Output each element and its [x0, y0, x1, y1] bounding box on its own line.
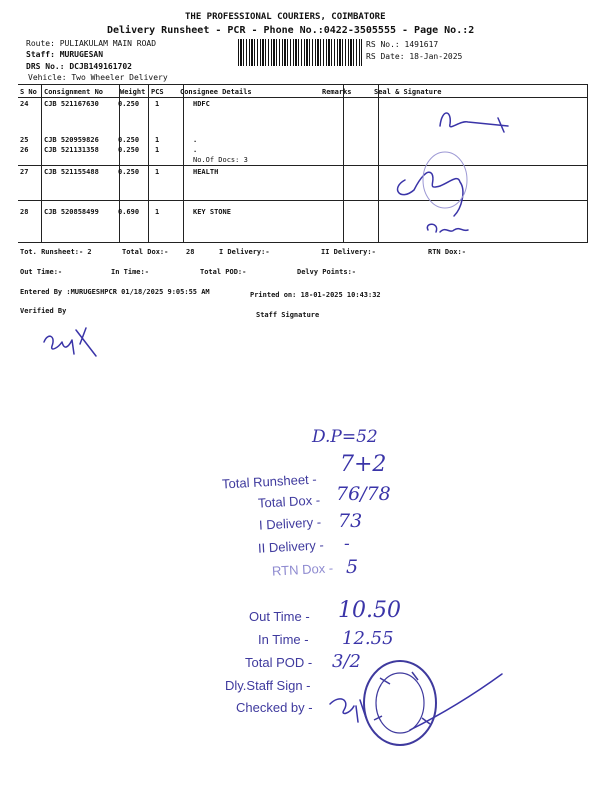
hw-dox: 76/78 [336, 483, 391, 505]
col-seal-signature: Seal & Signature [374, 88, 442, 96]
delvy-points-label: Delvy Points:- [297, 268, 357, 276]
company-name: THE PROFESSIONAL COURIERS, COIMBATORE [185, 12, 386, 22]
total-pod-label: Total POD:- [200, 268, 247, 276]
row-28-weight: 0.690 [118, 208, 140, 216]
row-27-consignment: CJB 521155488 [44, 168, 99, 176]
out-time-label: Out Time:- [20, 268, 63, 276]
hw-out-time: 10.50 [338, 598, 401, 623]
stamp-rtn-dox: RTN Dox - [271, 560, 334, 579]
stamp-total-runsheet: Total Runsheet - [221, 471, 317, 492]
total-dox-value: 28 [186, 248, 195, 256]
row-28-consignment: CJB 520858499 [44, 208, 99, 216]
row-28-pcs: 1 [155, 208, 160, 216]
drs-number: DRS No.: DCJB149161702 [26, 62, 132, 71]
verified-signature [40, 320, 100, 360]
hw-runsheet: 7+2 [340, 452, 387, 477]
staff-label: Staff: MURUGESAN [26, 50, 104, 59]
row-24-sno: 24 [20, 100, 29, 108]
row-27-weight: 0.250 [118, 168, 140, 176]
col-consignment: Consignment No [44, 88, 104, 96]
rs-number: RS No.: 1491617 [366, 40, 439, 49]
handwritten-signatures [380, 98, 590, 248]
stamp-checked-by: Checked by - [236, 700, 313, 715]
row-24-consignment: CJB 521167630 [44, 100, 99, 108]
row-24-pcs: 1 [155, 100, 160, 108]
row-26-consignee: . [193, 146, 198, 154]
hw-i-delivery: 73 [338, 510, 363, 532]
col-weight: Weight [120, 88, 146, 96]
row-26-consignment: CJB 521131358 [44, 146, 99, 154]
hw-dp: D.P=52 [312, 427, 378, 447]
in-time-label: In Time:- [111, 268, 149, 276]
stamp-total-pod: Total POD - [245, 655, 313, 670]
printed-on: Printed on: 18-01-2025 10:43:32 [250, 291, 381, 299]
staff-signature-label: Staff Signature [256, 311, 320, 319]
row-26-sno: 26 [20, 146, 29, 154]
faint-seal-icon [420, 150, 470, 210]
row-24-consignee: HDFC [193, 100, 210, 108]
hw-rtn: 5 [346, 556, 359, 578]
hw-in-time: 12.55 [342, 628, 394, 649]
col-remarks: Remarks [322, 88, 352, 96]
row-28-consignee: KEY STONE [193, 208, 231, 216]
row-25-consignee: . [193, 136, 198, 144]
hw-pod: 3/2 [332, 651, 361, 672]
row-27-consignee: HEALTH [193, 168, 219, 176]
row-26-weight: 0.250 [118, 146, 140, 154]
entered-by: Entered By :MURUGESHPCR 01/18/2025 9:05:55 AM [20, 288, 210, 296]
signature-row-24 [440, 113, 508, 132]
row-27-pcs: 1 [155, 168, 160, 176]
stamp-i-delivery: I Delivery - [258, 514, 322, 533]
stamp-total-dox: Total Dox - [257, 492, 321, 511]
row-24-weight: 0.250 [118, 100, 140, 108]
runsheet-title: Delivery Runsheet - PCR - Phone No.:0422-3505555 - Page No.:2 [107, 25, 475, 36]
company-seal-icon [360, 658, 440, 748]
stamp-in-time: In Time - [258, 632, 309, 647]
row-25-consignment: CJB 520959826 [44, 136, 99, 144]
row-25-pcs: 1 [155, 136, 160, 144]
row-27-sno: 27 [20, 168, 29, 176]
signature-row-28 [427, 224, 468, 232]
col-pcs: PCS [151, 88, 164, 96]
stamp-out-time: Out Time - [249, 609, 310, 624]
i-delivery-label: I Delivery:- [219, 248, 270, 256]
row-25-sno: 25 [20, 136, 29, 144]
rs-date: RS Date: 18-Jan-2025 [366, 52, 463, 61]
vehicle-label: Vehicle: Two Wheeler Delivery [28, 73, 168, 82]
ii-delivery-label: II Delivery:- [321, 248, 376, 256]
stamp-ii-delivery: II Delivery - [257, 537, 325, 556]
row-26-pcs: 1 [155, 146, 160, 154]
row-25-weight: 0.250 [118, 136, 140, 144]
col-consignee: Consignee Details [180, 88, 252, 96]
barcode [238, 39, 362, 66]
col-sno: S No [20, 88, 37, 96]
tot-runsheet: Tot. Runsheet:- 2 [20, 248, 92, 256]
verified-by-label: Verified By [20, 307, 67, 315]
total-dox-label: Total Dox:- [122, 248, 169, 256]
stamp-dly-staff-sign: Dly.Staff Sign - [225, 678, 311, 693]
rtn-dox-label: RTN Dox:- [428, 248, 466, 256]
row-28-sno: 28 [20, 208, 29, 216]
hw-ii-delivery: - [344, 534, 350, 554]
route-label: Route: PULIAKULAM MAIN ROAD [26, 39, 157, 48]
no-of-docs: No.Of Docs: 3 [193, 156, 248, 164]
